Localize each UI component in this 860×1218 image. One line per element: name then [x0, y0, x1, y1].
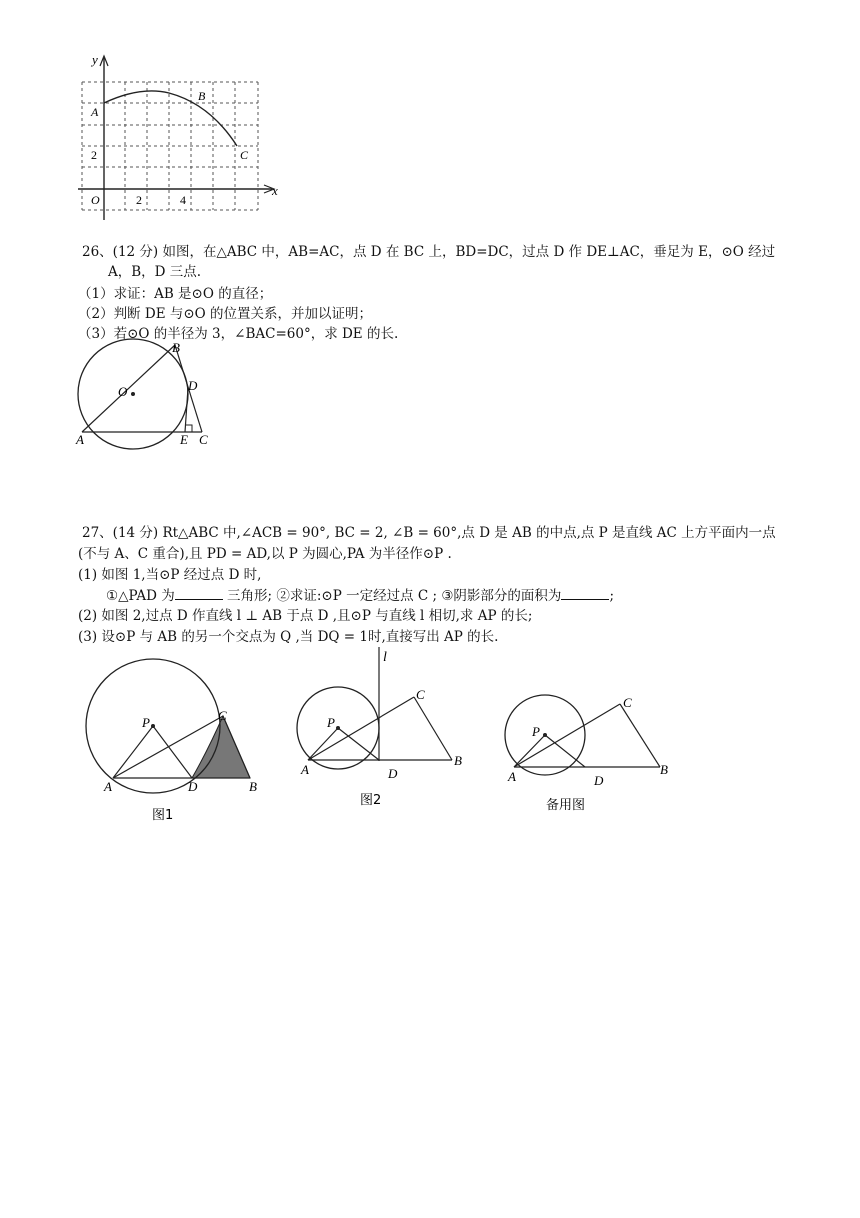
q27-line1: 27、(14 分) Rt△ABC 中,∠ACB = 90°, BC = 2, ∠B = 60°,点 D 是 AB 的中点,点 P 是直线 AC 上方平面内一点 [82, 525, 776, 541]
fig3-label-a: A [508, 769, 516, 784]
fig3-caption: 备用图 [546, 798, 586, 813]
fig2-label-c: C [416, 687, 425, 702]
q27-figure2 [290, 645, 480, 815]
label-d: D [188, 378, 198, 393]
point-b-label: B [198, 89, 206, 103]
blank-triangle-type[interactable] [175, 587, 223, 600]
fig1-label-d: D [188, 779, 198, 794]
q26-item1: （1）求证：AB 是⊙O 的直径； [78, 286, 273, 302]
y-axis-label: y [92, 52, 98, 67]
label-a: A [76, 432, 84, 447]
fig2-label-d: D [388, 766, 398, 781]
q27-item1a [106, 587, 614, 605]
q26-figure [70, 338, 220, 450]
label-c: C [199, 432, 208, 447]
fig1-label-a: A [104, 779, 112, 794]
label-b: B [172, 340, 180, 355]
x-axis-label: x [272, 183, 278, 198]
q26-item2: （2）判断 DE 与⊙O 的位置关系，并加以证明； [78, 306, 373, 322]
q26-item3: （3）若⊙O 的半径为 3，∠BAC=60°，求 DE 的长. [78, 326, 399, 342]
tick-2-x: 2 [136, 193, 142, 207]
q26-line1: 26、(12 分) 如图，在△ABC 中，AB=AC，点 D 在 BC 上，BD=DC，过点 D 作 DE⊥AC，垂足为 E，⊙O 经过 [82, 244, 776, 260]
tick-4-x: 4 [180, 193, 186, 207]
q27-item2: (2) 如图 2,过点 D 作直线 l ⊥ AB 于点 D ,且⊙P 与直线 l 相切,求 AP 的长; [78, 608, 533, 624]
fig1-label-c: C [218, 708, 227, 723]
graph-curve [104, 91, 237, 146]
q27-item3: (3) 设⊙P 与 AB 的另一个交点为 Q ,当 DQ = 1时,直接写出 AP 的长. [78, 629, 499, 645]
fig3-label-b: B [660, 762, 668, 777]
shaded-region [192, 716, 250, 778]
origin-label: O [91, 193, 100, 207]
blank-shaded-area[interactable] [561, 587, 609, 600]
fig3-label-d: D [594, 773, 604, 788]
fig2-label-p: P [327, 715, 335, 730]
q27-line2: (不与 A、C 重合),且 PD = AD,以 P 为圆心,PA 为半径作⊙P . [78, 546, 452, 562]
fig2-label-a: A [301, 762, 309, 777]
fig3-label-p: P [532, 724, 540, 739]
q27-item1a-post: 三角形; ②求证:⊙P 一定经过点 C ; ③阴影部分的面积为 [222, 588, 562, 604]
label-o: O [118, 384, 128, 399]
q27-item1a-end: ; [609, 588, 614, 604]
fig1-label-b: B [249, 779, 257, 794]
label-e: E [180, 432, 188, 447]
point-c-label: C [240, 148, 249, 162]
q27-item1: (1) 如图 1,当⊙P 经过点 D 时, [78, 567, 262, 583]
fig2-label-b: B [454, 753, 462, 768]
fig2-label-l: l [383, 650, 387, 665]
coordinate-graph [70, 48, 290, 226]
q27-figure1 [80, 650, 270, 830]
q27-item1a-pre: ①△PAD 为 [106, 588, 175, 604]
point-a-label: A [91, 105, 99, 119]
fig3-label-c: C [623, 695, 632, 710]
tick-2-y: 2 [91, 148, 97, 162]
fig1-caption: 图1 [152, 808, 174, 823]
q27-figure-backup [500, 690, 690, 820]
q26-line2: A，B，D 三点. [108, 264, 202, 280]
fig1-label-p: P [142, 715, 150, 730]
fig2-caption: 图2 [360, 793, 382, 808]
